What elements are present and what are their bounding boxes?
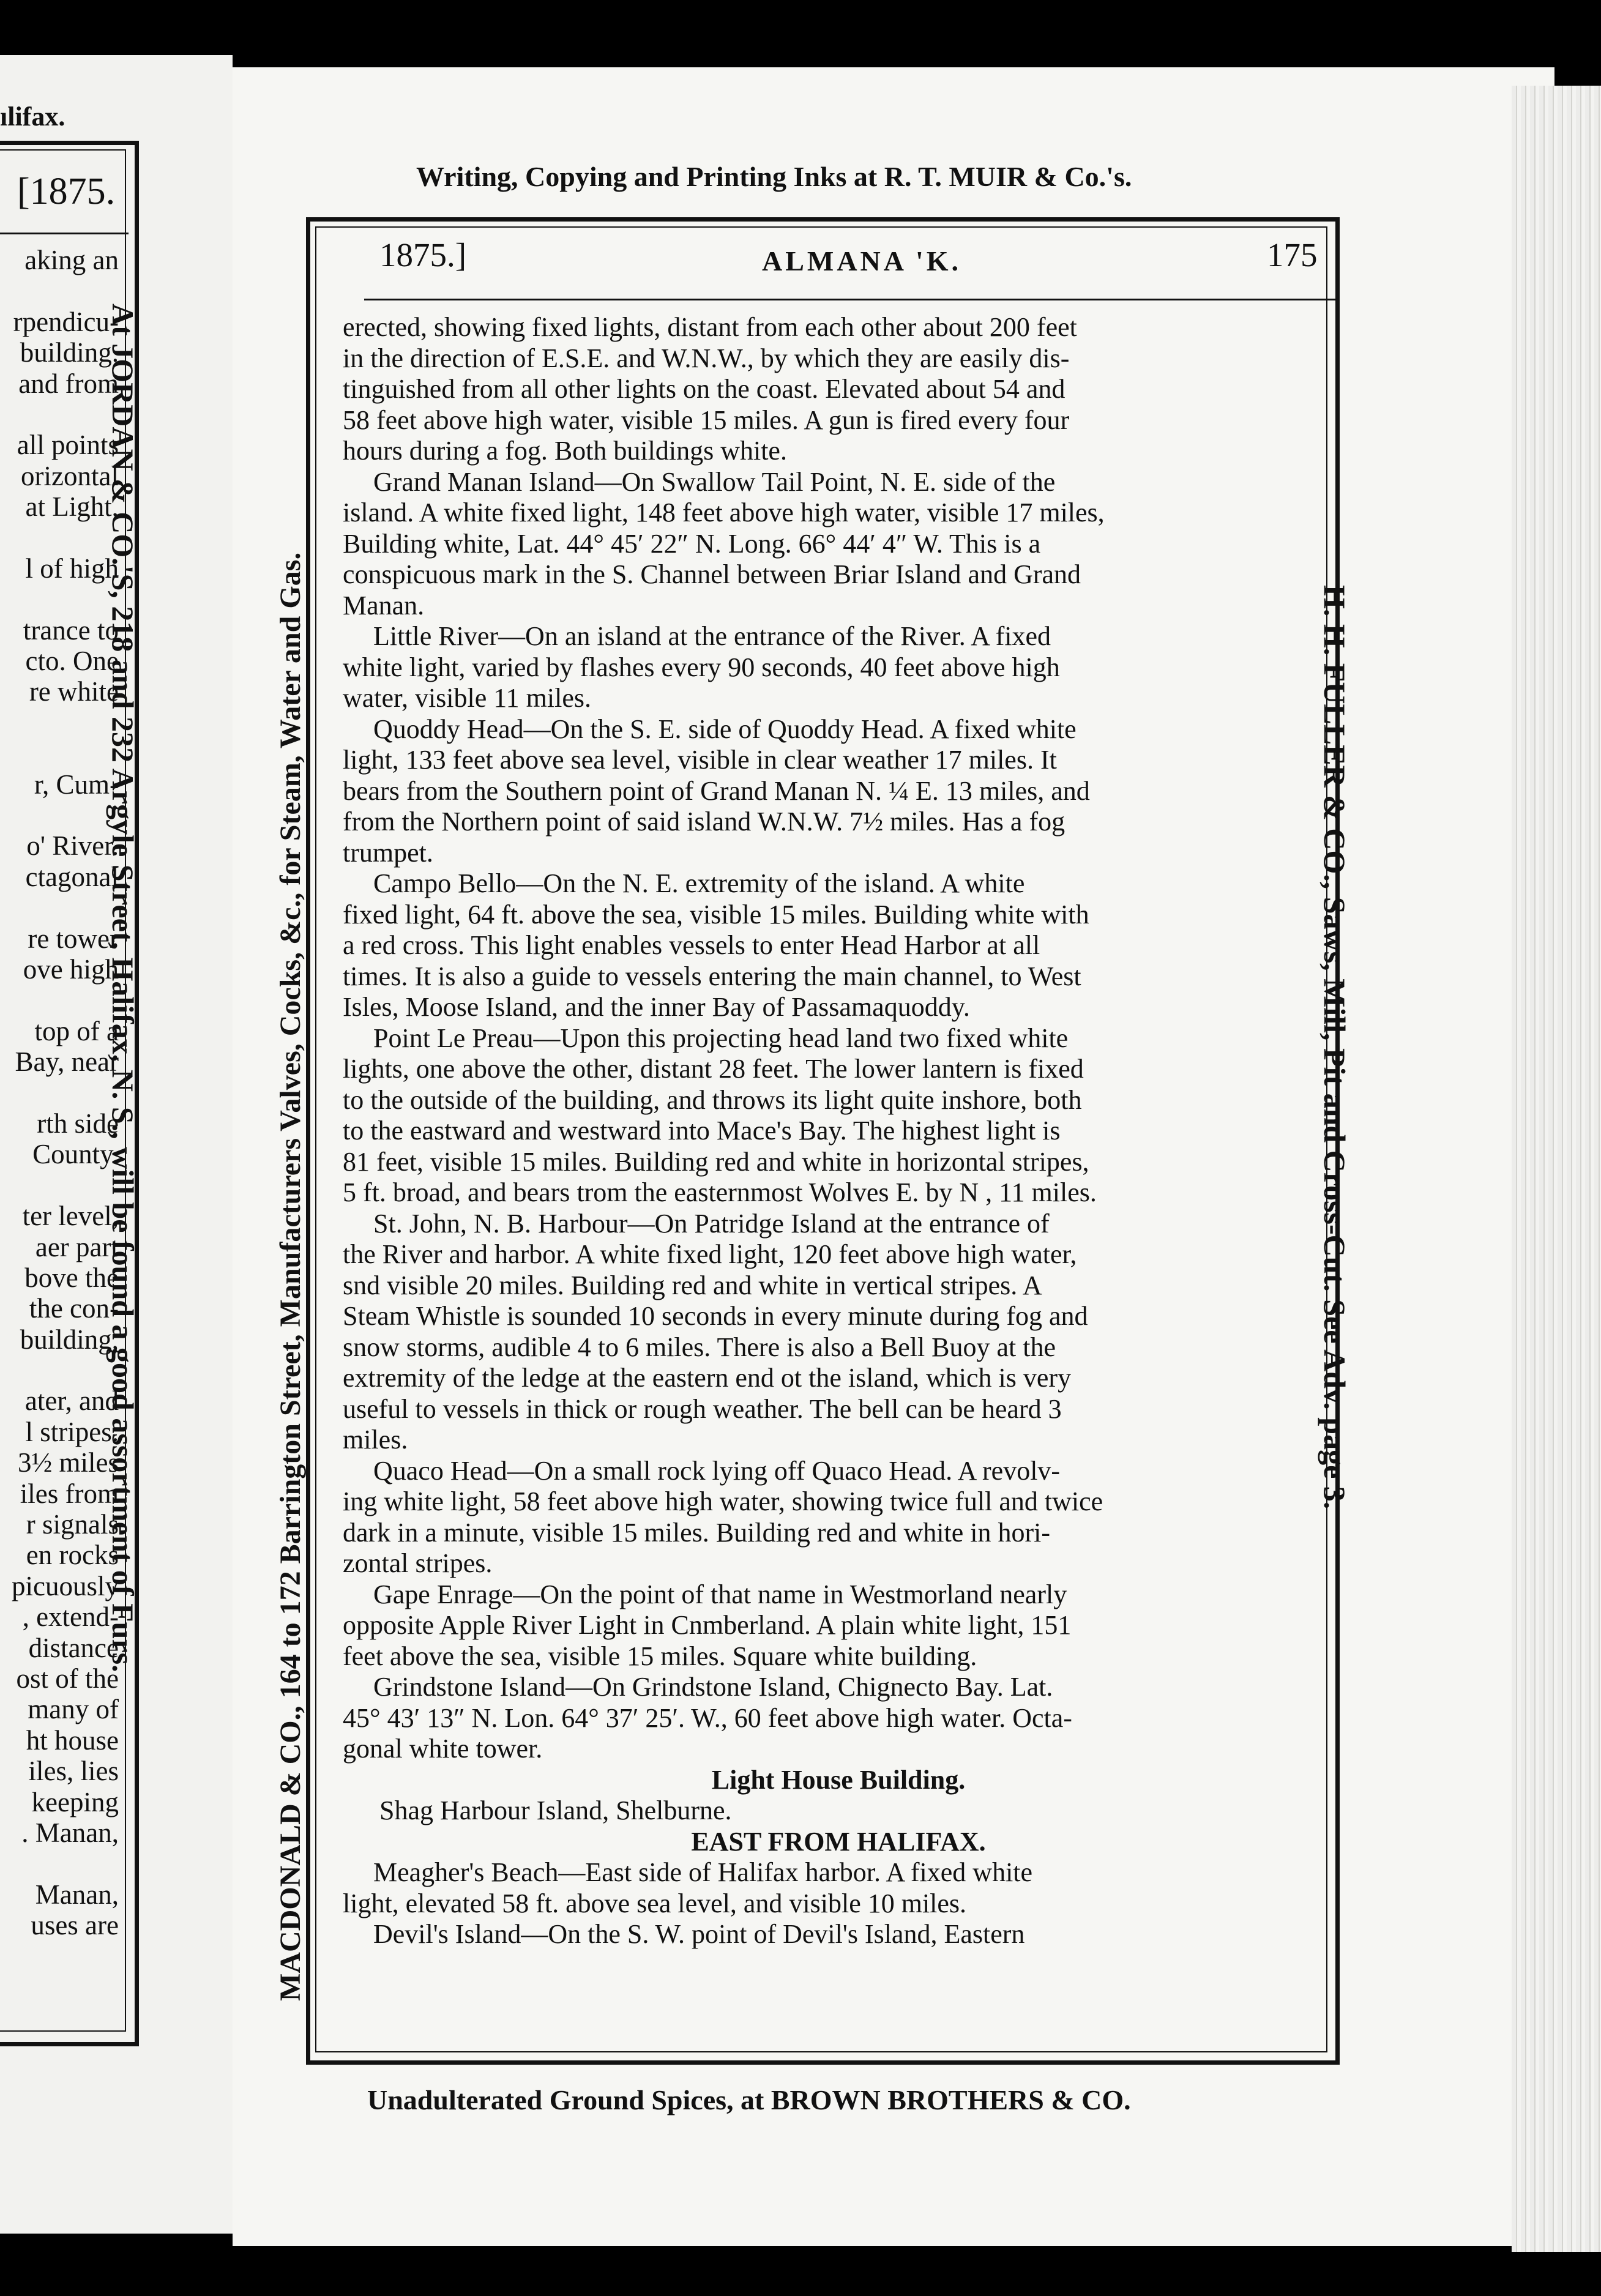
text-line: in the direction of E.S.E. and W.N.W., by which they are easily dis- [343,343,1070,373]
page-title: ALMANA 'K. [762,245,961,277]
left-page-year: [1875. [17,171,116,212]
left-page-line: cto. One [25,646,119,677]
text-line: feet above the sea, visible 15 miles. Square white building. [343,1641,977,1671]
page-edges [1512,86,1601,2252]
left-page-line: iles from [20,1478,119,1509]
left-page-line: l stripes. [25,1416,119,1447]
text-line: water, visible 11 miles. [343,683,591,713]
text-line: hours during a fog. Both buildings white. [343,436,787,466]
text-line: Isles, Moose Island, and the inner Bay of Passamaquoddy. [343,992,970,1022]
text-line: Devil's Island—On the S. W. point of Devil's Island, Eastern [373,1919,1025,1949]
left-page-line: rpendicu- [13,306,119,337]
text-line: from the Northern point of said island W.N.W. 7½ miles. Has a fog [343,807,1065,837]
article-body [343,312,1334,1950]
left-page-line: bove the [24,1262,119,1293]
left-page-line: o' River. [26,830,119,862]
section-heading: Light House Building. [711,1764,966,1795]
left-page-line: distance [28,1632,119,1663]
text-line: 58 feet above high water, visible 15 miles. A gun is fired every four [343,404,1070,435]
left-page-line: ht house [26,1724,119,1756]
text-line: white light, varied by flashes every 90 seconds, 40 feet above high [343,652,1060,682]
left-page-line: trance to [23,614,119,646]
text-line: ing white light, 58 feet above high water, showing twice full and twice [343,1486,1103,1516]
left-page-line: rth side [37,1108,119,1139]
left-page-line: l of high [25,553,119,584]
text-line: Gape Enrage—On the point of that name in Westmorland nearly [373,1579,1067,1609]
page-number: 175 [1267,236,1318,274]
left-page-rule [0,233,129,234]
text-line: useful to vessels in thick or rough weather. The bell can be heard 3 [343,1393,1062,1424]
text-line: miles. [343,1425,408,1455]
left-page-line: ater, and [24,1385,119,1417]
left-page-line: r, Cum- [34,769,119,800]
text-line: trumpet. [343,837,433,868]
left-page-line: , extend- [22,1601,119,1633]
text-line: lights, one above the other, distant 28 feet. The lower lantern is fixed [343,1054,1084,1084]
text-line: light, 133 feet above sea level, visible in clear weather 17 miles. It [343,745,1057,775]
text-line: island. A white fixed light, 148 feet above high water, visible 17 miles, [343,498,1105,527]
text-line: Building white, Lat. 44° 45′ 22″ N. Long. 66° 44′ 4″ W. This is a [343,528,1041,559]
left-page-line: r signals [26,1509,119,1540]
left-page-header: ılifax. [0,102,65,132]
left-page-line: all points [17,430,119,461]
left-page-line: Manan, [35,1879,119,1910]
text-line: opposite Apple River Light in Cnmberland. A plain white light, 151 [343,1610,1072,1640]
left-page-line: top of a [34,1015,119,1046]
text-line: Quoddy Head—On the S. E. side of Quoddy Head. A fixed white [373,714,1077,744]
left-page-line: ost of the [16,1663,119,1694]
left-page-line: County. [32,1139,119,1170]
text-line: 5 ft. broad, and bears trom the easternmost Wolves E. by N , 11 miles. [343,1177,1097,1207]
left-page-line: Bay, near [15,1046,119,1078]
left-page-line: building. [20,337,119,368]
text-line: bears from the Southern point of Grand Manan N. ¼ E. 13 miles, and [343,775,1090,806]
left-page-line: iles, lies [28,1756,119,1787]
section-heading: EAST FROM HALIFAX. [691,1826,986,1857]
text-line: 45° 43′ 13″ N. Lon. 64° 37′ 25′. W., 60 feet above high water. Octa- [343,1702,1072,1733]
text-line: Manan. [343,590,425,621]
left-page-line: orizontal [21,460,119,491]
text-line: the River and harbor. A white fixed light, 120 feet above high water, [343,1239,1077,1269]
text-line: Grand Manan Island—On Swallow Tail Point, N. E. side of the [373,466,1056,497]
left-page-line: en rocks [26,1540,119,1571]
left-page-line: ter level, [22,1201,119,1232]
left-page-line: . Manan, [21,1817,119,1848]
text-line: to the eastward and westward into Mace's Bay. The highest light is [343,1116,1061,1146]
text-line: a red cross. This light enables vessels to enter Head Harbor at all [343,930,1040,960]
text-line: snow storms, audible 4 to 6 miles. There is also a Bell Buoy at the [343,1332,1056,1362]
left-page-line: ove high [23,953,119,985]
footer-ad: Unadulterated Ground Spices, at BROWN BROTHERS & CO. [367,2084,1131,2115]
text-line: light, elevated 58 ft. above sea level, and visible 10 miles. [343,1888,967,1918]
left-page-line: keeping [31,1786,119,1817]
text-line: St. John, N. B. Harbour—On Patridge Island at the entrance of [373,1208,1050,1239]
left-page-line: 3½ miles [18,1447,119,1478]
left-page-line [0,275,122,306]
text-line: Shag Harbour Island, Shelburne. [379,1795,732,1825]
text-line: Point Le Preau—Upon this projecting head land two fixed white [373,1023,1069,1053]
text-line: zontal stripes. [343,1548,493,1578]
text-line: fixed light, 64 ft. above the sea, visible 15 miles. Building white with [343,899,1089,930]
left-page-line: aking an [24,245,119,275]
left-page-line: the con- [29,1293,119,1324]
text-line: Little River—On an island at the entrance of the River. A fixed [373,621,1051,651]
right-margin-vertical-ad: H. H. FULLER & CO., Saws, Mill, Pit and Cross-Cut. See Adv. page 3. [1318,585,1352,1510]
left-page-line: and from [18,368,119,399]
text-line: dark in a minute, visible 15 miles. Building red and white in hori- [343,1517,1051,1548]
left-page-line: picuously [12,1570,119,1601]
left-page-line: ctagonal [25,861,119,892]
text-line: snd visible 20 miles. Building red and white in vertical stripes. A [343,1270,1042,1300]
left-page-vertical-ad: At JORDAN & CO.'S, 218 and 232 Argyle Street, Halifax, N. S., will be found a good assortment of Furs. [106,304,140,1672]
running-head-ad: Writing, Copying and Printing Inks at R. T. MUIR & Co.'s. [416,161,1132,192]
text-line: tinguished from all other lights on the coast. Elevated about 54 and [343,374,1065,404]
text-line: 81 feet, visible 15 miles. Building red and white in horizontal stripes, [343,1146,1089,1177]
left-page-line: uses are [31,1910,119,1941]
header-rule [364,299,1337,300]
left-page-line: aer part [35,1231,119,1262]
text-line: times. It is also a guide to vessels entering the main channel, to West [343,961,1081,991]
left-page-line: building, [20,1324,119,1355]
text-line: gonal white tower. [343,1734,543,1764]
left-page-line: at Light, [25,491,119,523]
text-line: Steam Whistle is sounded 10 seconds in every minute during fog and [343,1301,1088,1331]
text-line: Quaco Head—On a small rock lying off Quaco Head. A revolv- [373,1455,1061,1486]
text-line: Grindstone Island—On Grindstone Island, Chignecto Bay. Lat. [373,1672,1053,1702]
page-year: 1875.] [379,236,467,274]
text-line: to the outside of the building, and throws its light quite inshore, both [343,1084,1082,1115]
text-line: Campo Bello—On the N. E. extremity of the island. A white [373,868,1025,898]
text-line: erected, showing fixed lights, distant from each other about 200 feet [343,312,1077,342]
left-margin-vertical-ad: MACDONALD & CO., 164 to 172 Barrington Street, Manufacturers Valves, Cocks, &c., for Steam, Water and Gas. [274,552,307,2001]
text-line: conspicuous mark in the S. Channel between Briar Island and Grand [343,559,1081,589]
left-page-line: re white [29,676,119,707]
text-line: Meagher's Beach—East side of Halifax harbor. A fixed white [373,1857,1033,1887]
left-page-line: re tower [28,923,119,954]
text-line: extremity of the ledge at the eastern end ot the island, which is very [343,1363,1072,1393]
left-page-line: many of [28,1694,119,1725]
